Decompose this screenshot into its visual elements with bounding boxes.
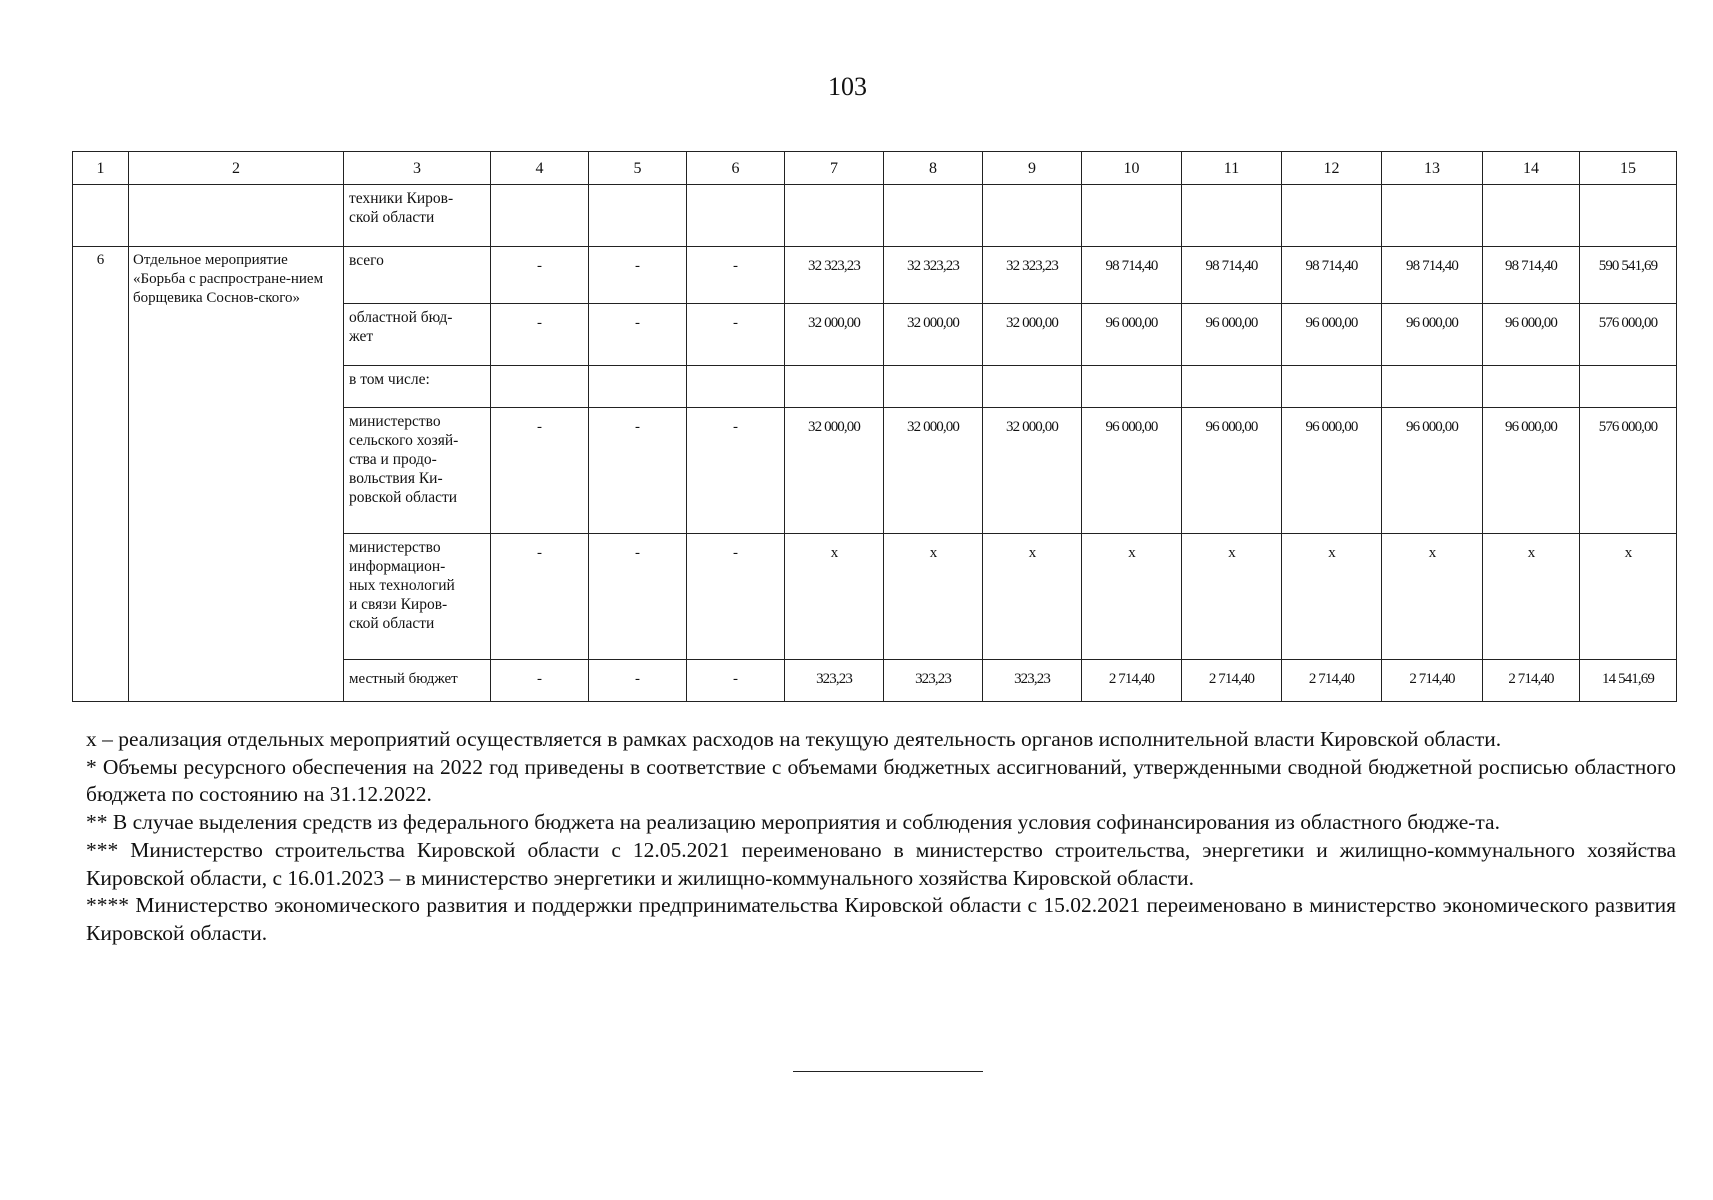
column-header: 1 xyxy=(73,152,129,185)
cell-value: x xyxy=(1382,534,1483,660)
cell-value: 96 000,00 xyxy=(1282,304,1382,366)
cell-value: 323,23 xyxy=(884,660,983,702)
cell-source: всего xyxy=(344,247,491,304)
cell-value: x xyxy=(1182,534,1282,660)
cell-value: 590 541,69 xyxy=(1580,247,1677,304)
cell-value: 32 323,23 xyxy=(983,247,1082,304)
cell-value xyxy=(1082,366,1182,408)
cell-value: 2 714,40 xyxy=(1282,660,1382,702)
cell-value: 32 000,00 xyxy=(884,408,983,534)
cell-value: x xyxy=(1282,534,1382,660)
cell-value: 98 714,40 xyxy=(1082,247,1182,304)
cell-value xyxy=(1483,366,1580,408)
footnote: *** Министерство строительства Кировской области с 12.05.2021 переименовано в министерство строительства, энергетики и жилищно-коммунального хозяйства Кировской области, с 16.01.2023 – в министерство энергетики и жилищно-коммунального хозяйства Кировской области. xyxy=(86,837,1676,890)
cell-value: 323,23 xyxy=(785,660,884,702)
cell-value: x xyxy=(1082,534,1182,660)
cell-value: 2 714,40 xyxy=(1382,660,1483,702)
cell-measure xyxy=(129,185,344,247)
footnote: ** В случае выделения средств из федерального бюджета на реализацию мероприятия и соблюдения условия софинансирования из областного бюдже-та. xyxy=(86,810,1500,835)
cell-value: 98 714,40 xyxy=(1382,247,1483,304)
cell-value: 576 000,00 xyxy=(1580,408,1677,534)
cell-dash: - xyxy=(491,534,589,660)
cell-value: 576 000,00 xyxy=(1580,304,1677,366)
cell-value: 96 000,00 xyxy=(1382,304,1483,366)
footnote: **** Министерство экономического развития и поддержки предпринимательства Кировской области с 15.02.2021 переименовано в министерство экономического развития Кировской области. xyxy=(86,893,1676,945)
cell-value: 32 000,00 xyxy=(884,304,983,366)
header-row xyxy=(73,152,1677,185)
cell-value xyxy=(983,366,1082,408)
cell-number: 6 xyxy=(73,247,129,702)
cell-value: 323,23 xyxy=(983,660,1082,702)
page-number: 103 xyxy=(828,72,867,101)
end-rule xyxy=(793,1071,983,1072)
table-row xyxy=(73,247,1677,304)
column-header: 3 xyxy=(344,152,491,185)
cell-dash: - xyxy=(491,304,589,366)
column-header: 2 xyxy=(129,152,344,185)
cell-value xyxy=(1282,366,1382,408)
cell-dash: - xyxy=(589,660,687,702)
cell-value: 96 000,00 xyxy=(1382,408,1483,534)
cell-value: 32 000,00 xyxy=(785,304,884,366)
cell-value: 2 714,40 xyxy=(1483,660,1580,702)
cell-value: 2 714,40 xyxy=(1182,660,1282,702)
cell-number xyxy=(73,185,129,247)
cell-value: 98 714,40 xyxy=(1282,247,1382,304)
cell-source: областной бюд- жет xyxy=(344,304,491,366)
column-header: 13 xyxy=(1382,152,1483,185)
cell-value: 96 000,00 xyxy=(1483,408,1580,534)
cell-dash: - xyxy=(589,408,687,534)
cell-value: 32 000,00 xyxy=(983,408,1082,534)
column-header: 5 xyxy=(589,152,687,185)
cell-value: x xyxy=(785,534,884,660)
cell-value xyxy=(785,366,884,408)
column-header: 8 xyxy=(884,152,983,185)
cell-source: в том числе: xyxy=(344,366,491,408)
cell-value: 98 714,40 xyxy=(1182,247,1282,304)
column-header: 9 xyxy=(983,152,1082,185)
cell-dash: - xyxy=(491,660,589,702)
cell-dash: - xyxy=(687,660,785,702)
cell-value xyxy=(884,366,983,408)
column-header: 12 xyxy=(1282,152,1382,185)
column-header: 6 xyxy=(687,152,785,185)
cell-dash: - xyxy=(491,247,589,304)
column-header: 10 xyxy=(1082,152,1182,185)
cell-value: x xyxy=(1483,534,1580,660)
cell-value: x xyxy=(1580,534,1677,660)
cell-dash: - xyxy=(589,534,687,660)
cell-value: 32 323,23 xyxy=(884,247,983,304)
footnotes xyxy=(86,726,1676,948)
cell-value: 96 000,00 xyxy=(1182,304,1282,366)
cell-source: министерство сельского хозяй- ства и продо- вольствия Ки- ровской области xyxy=(344,408,491,534)
cell-value: 98 714,40 xyxy=(1483,247,1580,304)
cell-dash: - xyxy=(687,247,785,304)
cell-value: 96 000,00 xyxy=(1082,304,1182,366)
cell-dash xyxy=(491,366,589,408)
cell-dash: - xyxy=(687,304,785,366)
cell-value: 32 000,00 xyxy=(983,304,1082,366)
cell-value: x xyxy=(884,534,983,660)
column-header: 14 xyxy=(1483,152,1580,185)
cell-value: 96 000,00 xyxy=(1483,304,1580,366)
cell-value xyxy=(1580,366,1677,408)
cell-source: местный бюджет xyxy=(344,660,491,702)
budget-table xyxy=(72,151,1677,702)
table-row xyxy=(73,185,1677,247)
cell-value: x xyxy=(983,534,1082,660)
cell-dash: - xyxy=(687,534,785,660)
cell-measure: Отдельное мероприятие «Борьба с распростране-нием борщевика Соснов-ского» xyxy=(129,247,344,702)
column-header: 11 xyxy=(1182,152,1282,185)
footnote: * Объемы ресурсного обеспечения на 2022 год приведены в соответствие с объемами бюджетных ассигнований, утвержденными сводной бюджетной росписью областного бюджета по состоянию на 31.12.2022. xyxy=(86,754,1676,807)
cell-source: министерство информацион- ных технологий и связи Киров- ской области xyxy=(344,534,491,660)
cell-value: 32 323,23 xyxy=(785,247,884,304)
cell-value xyxy=(1182,366,1282,408)
cell-value: 96 000,00 xyxy=(1282,408,1382,534)
cell-dash xyxy=(589,366,687,408)
cell-value: 2 714,40 xyxy=(1082,660,1182,702)
cell-dash xyxy=(687,366,785,408)
column-header: 15 xyxy=(1580,152,1677,185)
cell-dash: - xyxy=(589,304,687,366)
cell-value: 96 000,00 xyxy=(1082,408,1182,534)
footnote: x – реализация отдельных мероприятий осуществляется в рамках расходов на текущую деятельность органов исполнительной власти Кировской области. xyxy=(86,727,1502,751)
cell-value: 32 000,00 xyxy=(785,408,884,534)
cell-source: техники Киров- ской области xyxy=(344,185,491,247)
cell-value: 96 000,00 xyxy=(1182,408,1282,534)
cell-value xyxy=(1382,366,1483,408)
cell-dash: - xyxy=(589,247,687,304)
cell-dash: - xyxy=(687,408,785,534)
cell-value: 14 541,69 xyxy=(1580,660,1677,702)
column-header: 7 xyxy=(785,152,884,185)
column-header: 4 xyxy=(491,152,589,185)
cell-dash: - xyxy=(491,408,589,534)
